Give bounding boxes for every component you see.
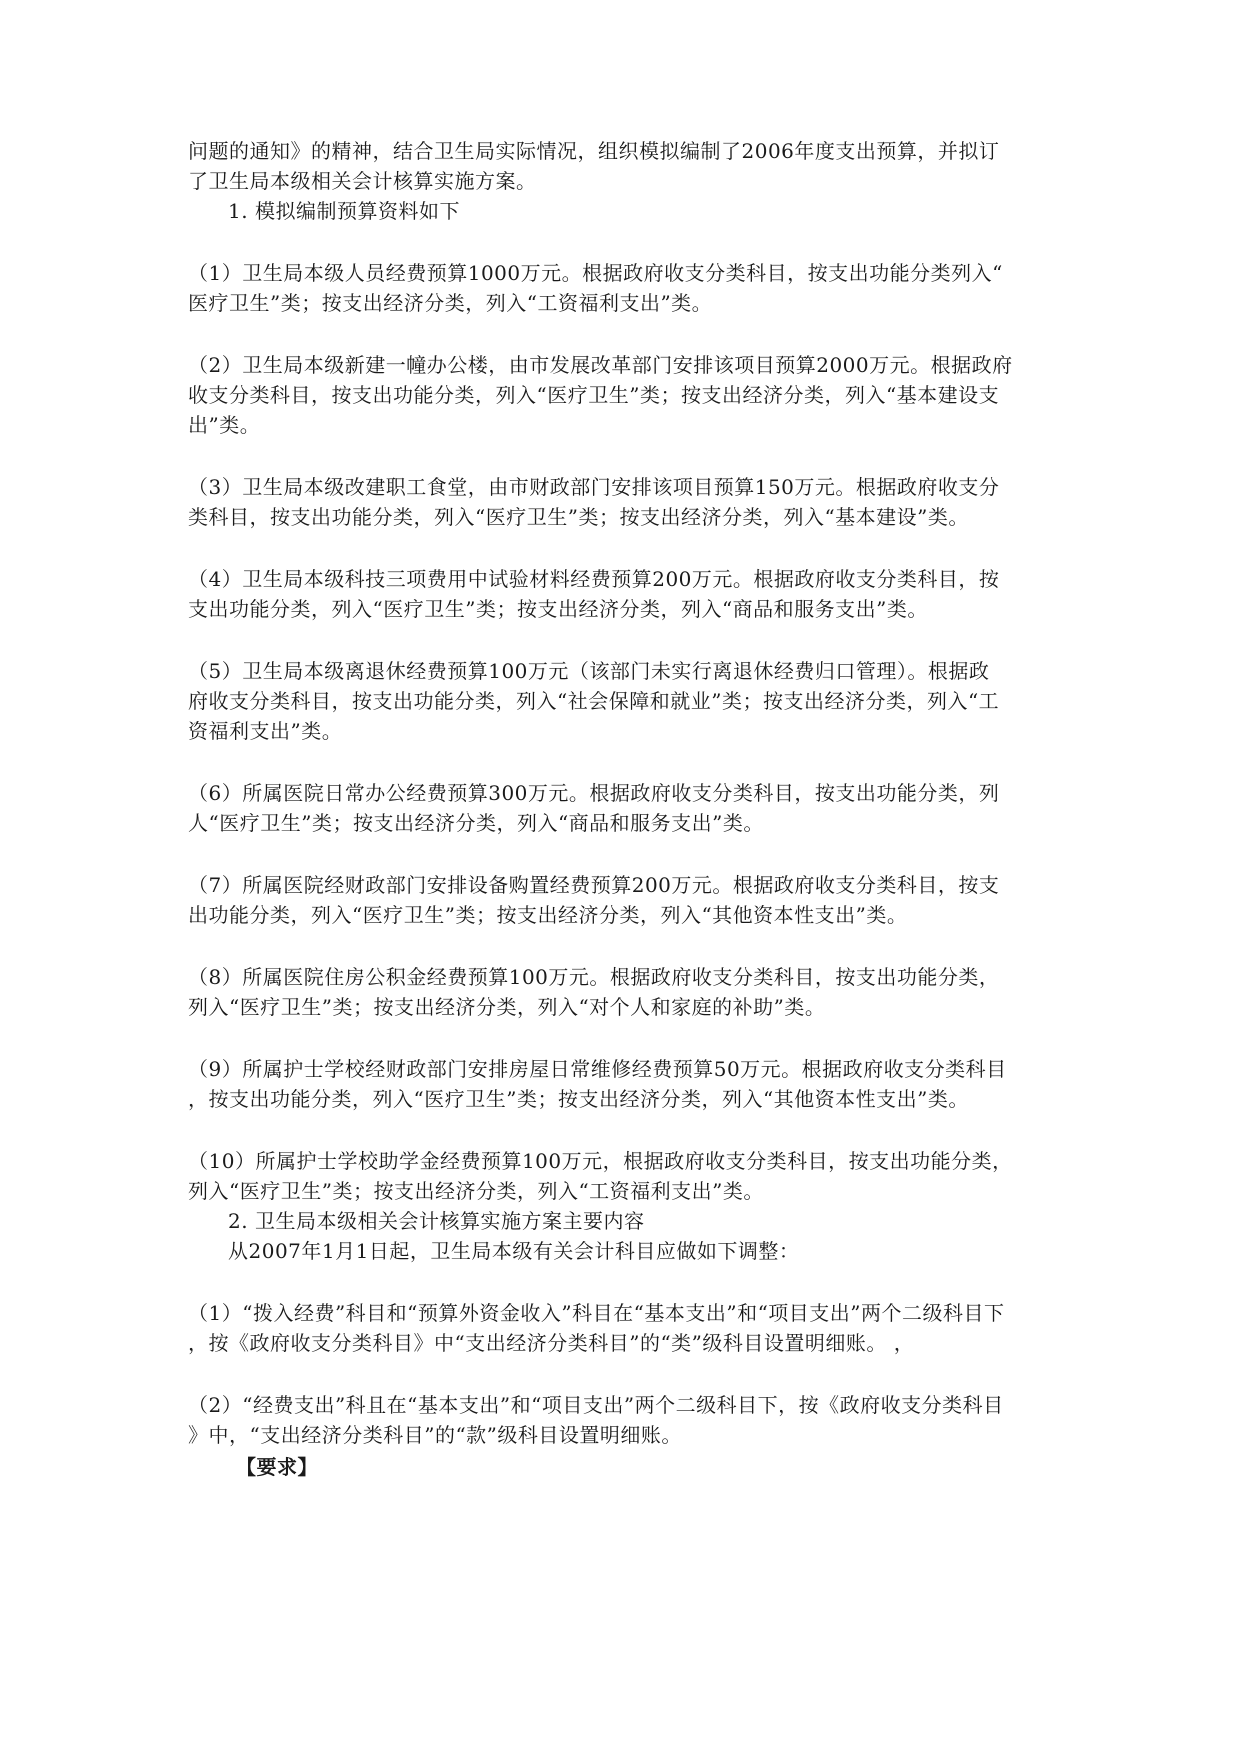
item7-line-1: （7）所属医院经财政部门安排设备购置经费预算200万元。根据政府收支分类科目，按支 (188, 873, 1000, 897)
adjustment2-line-1: （2）“经费支出”科且在“基本支出”和“项目支出”两个二级科目下，按《政府收支分类科目 (188, 1393, 1004, 1417)
item8-line-2: 列入“医疗卫生”类；按支出经济分类，列入“对个人和家庭的补助”类。 (188, 995, 826, 1019)
item3-line-1: （3）卫生局本级改建职工食堂，由市财政部门安排该项目预算150万元。根据政府收支分 (188, 475, 1000, 499)
requirement-heading: 【要求】 (236, 1455, 318, 1479)
item7-line-2: 出功能分类，列入“医疗卫生”类；按支出经济分类，列入“其他资本性支出”类。 (188, 903, 908, 927)
item10-line-1: （10）所属护士学校助学金经费预算100万元，根据政府收支分类科目，按支出功能分类， (188, 1149, 1013, 1173)
item9-line-1: （9）所属护士学校经财政部门安排房屋日常维修经费预算50万元。根据政府收支分类科目 (188, 1057, 1007, 1081)
item2-line-1: （2）卫生局本级新建一幢办公楼，由市发展改革部门安排该项目预算2000万元。根据政府 (188, 353, 1013, 377)
intro-line-2: 了卫生局本级相关会计核算实施方案。 (188, 169, 537, 193)
section2-title: 2. 卫生局本级相关会计核算实施方案主要内容 (228, 1209, 645, 1233)
item8-line-1: （8）所属医院住房公积金经费预算100万元。根据政府收支分类科目，按支出功能分类， (188, 965, 1000, 989)
item5-line-3: 资福利支出”类。 (188, 719, 343, 743)
item10-line-2: 列入“医疗卫生”类；按支出经济分类，列入“工资福利支出”类。 (188, 1179, 764, 1203)
item4-line-1: （4）卫生局本级科技三项费用中试验材料经费预算200万元。根据政府收支分类科目，按 (188, 567, 1000, 591)
item1-line-1: （1）卫生局本级人员经费预算1000万元。根据政府收支分类科目，按支出功能分类列入“ (188, 261, 1003, 285)
intro-line-1: 问题的通知》的精神，结合卫生局实际情况，组织模拟编制了2006年度支出预算，并拟订 (188, 139, 1000, 163)
item5-line-2: 府收支分类科目，按支出功能分类，列入“社会保障和就业”类；按支出经济分类，列入“工 (188, 689, 1000, 713)
item3-line-2: 类科目，按支出功能分类，列入“医疗卫生”类；按支出经济分类，列入“基本建设”类。 (188, 505, 969, 529)
item2-line-3: 出”类。 (188, 413, 261, 437)
adjustment1-line-1: （1）“拨入经费”科目和“预算外资金收入”科目在“基本支出”和“项目支出”两个二级科目下 (188, 1301, 1005, 1325)
item9-line-2: ，按支出功能分类，列入“医疗卫生”类；按支出经济分类，列入“其他资本性支出”类。 (188, 1087, 969, 1111)
section1-title: 1. 模拟编制预算资料如下 (228, 199, 460, 223)
item1-line-2: 医疗卫生”类；按支出经济分类，列入“工资福利支出”类。 (188, 291, 713, 315)
item6-line-2: 人“医疗卫生”类；按支出经济分类，列入“商品和服务支出”类。 (188, 811, 764, 835)
section2-intro: 从2007年1月1日起，卫生局本级有关会计科目应做如下调整： (228, 1239, 800, 1263)
item5-line-1: （5）卫生局本级离退休经费预算100万元（该部门未实行离退休经费归口管理）。根据政 (188, 659, 990, 683)
item6-line-1: （6）所属医院日常办公经费预算300万元。根据政府收支分类科目，按支出功能分类，列 (188, 781, 1000, 805)
item4-line-2: 支出功能分类，列入“医疗卫生”类；按支出经济分类，列入“商品和服务支出”类。 (188, 597, 928, 621)
adjustment2-line-2: 》中，“支出经济分类科目”的“款”级科目设置明细账。 (188, 1423, 682, 1447)
adjustment1-line-2: ，按《政府收支分类科目》中“支出经济分类科目”的“类”级科目设置明细账。 ， (188, 1331, 915, 1355)
item2-line-2: 收支分类科目，按支出功能分类，列入“医疗卫生”类；按支出经济分类，列入“基本建设支 (188, 383, 1000, 407)
